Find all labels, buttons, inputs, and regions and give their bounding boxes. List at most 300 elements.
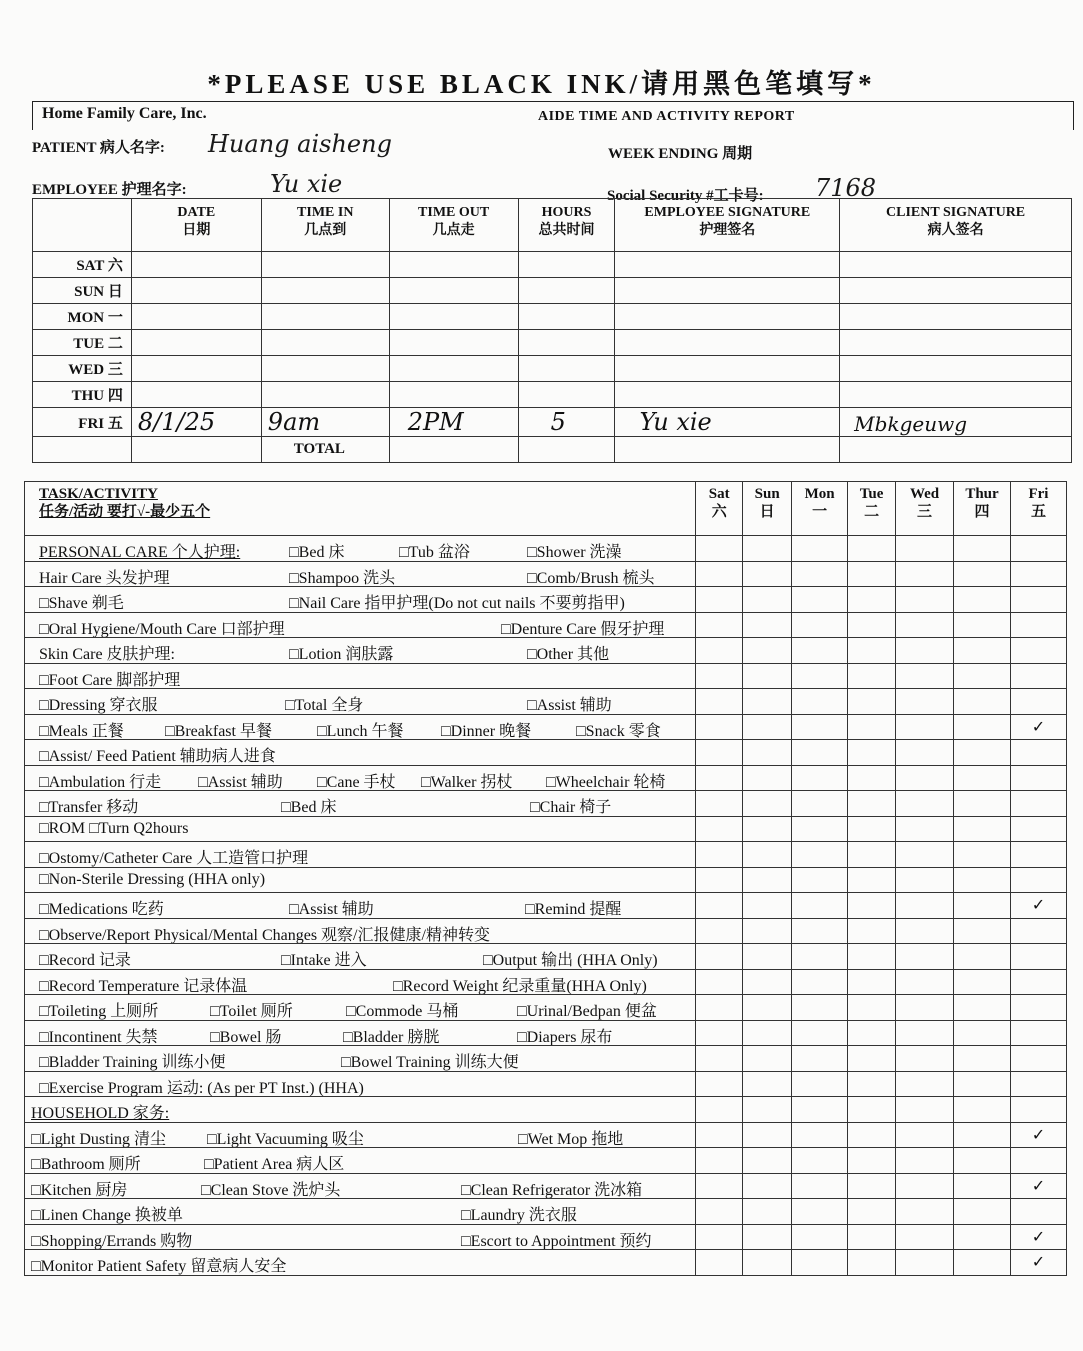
day-check-cell[interactable] bbox=[1010, 714, 1066, 740]
hours-cell[interactable] bbox=[518, 330, 615, 356]
day-check-cell[interactable] bbox=[896, 893, 954, 919]
time-in-cell[interactable] bbox=[261, 356, 389, 382]
day-check-cell[interactable] bbox=[792, 969, 848, 995]
task-option[interactable]: □Urinal/Bedpan 便盆 bbox=[517, 1003, 657, 1020]
task-option[interactable]: □Foot Care 脚部护理 bbox=[39, 671, 181, 689]
task-option[interactable]: □Wheelchair 轮椅 bbox=[546, 773, 666, 791]
day-check-cell[interactable] bbox=[696, 714, 743, 740]
day-check-cell[interactable] bbox=[743, 1046, 792, 1072]
task-option[interactable]: □Assist 辅助 bbox=[289, 901, 374, 918]
day-check-cell[interactable] bbox=[954, 1173, 1011, 1199]
day-check-cell[interactable] bbox=[743, 842, 792, 868]
day-check-cell[interactable] bbox=[1010, 740, 1066, 766]
day-check-cell[interactable] bbox=[696, 1097, 743, 1123]
task-option[interactable]: □Bowel 肠 bbox=[210, 1028, 282, 1046]
employee-signature-cell[interactable]: Yu xie bbox=[615, 408, 840, 437]
day-check-cell[interactable] bbox=[743, 1250, 792, 1276]
date-cell[interactable] bbox=[131, 356, 261, 382]
day-check-cell[interactable] bbox=[954, 918, 1011, 944]
task-option[interactable]: □Denture Care 假牙护理 bbox=[501, 620, 665, 638]
time-in-cell[interactable] bbox=[261, 304, 389, 330]
day-check-cell[interactable] bbox=[954, 969, 1011, 995]
task-option[interactable]: □Bed 床 bbox=[289, 544, 345, 561]
day-check-cell[interactable] bbox=[954, 740, 1011, 766]
task-option[interactable]: □Comb/Brush 梳头 bbox=[527, 569, 655, 587]
day-check-cell[interactable] bbox=[954, 714, 1011, 740]
task-option[interactable]: □Record 记录 bbox=[39, 952, 131, 969]
task-option[interactable]: HOUSEHOLD 家务: bbox=[31, 1105, 170, 1122]
time-out-cell[interactable] bbox=[389, 356, 518, 382]
time-out-cell[interactable]: 2PM bbox=[389, 408, 518, 437]
day-check-cell[interactable] bbox=[792, 791, 848, 817]
day-check-cell[interactable] bbox=[743, 1148, 792, 1174]
hours-cell[interactable] bbox=[518, 278, 615, 304]
day-check-cell[interactable] bbox=[792, 612, 848, 638]
day-check-cell[interactable] bbox=[954, 893, 1011, 919]
task-option[interactable]: □Laundry 洗衣服 bbox=[461, 1207, 577, 1224]
day-check-cell[interactable] bbox=[896, 612, 954, 638]
day-check-cell[interactable] bbox=[954, 1097, 1011, 1123]
day-check-cell[interactable] bbox=[1010, 969, 1066, 995]
day-check-cell[interactable] bbox=[896, 969, 954, 995]
hours-cell[interactable] bbox=[518, 382, 615, 408]
time-in-cell[interactable] bbox=[261, 278, 389, 304]
day-check-cell[interactable] bbox=[792, 765, 848, 791]
day-check-cell[interactable] bbox=[896, 1020, 954, 1046]
day-check-cell[interactable] bbox=[954, 816, 1011, 842]
day-check-cell[interactable] bbox=[896, 944, 954, 970]
day-check-cell[interactable] bbox=[954, 867, 1011, 893]
task-option[interactable]: □Output 输出 (HHA Only) bbox=[483, 952, 658, 969]
day-check-cell[interactable] bbox=[848, 1046, 896, 1072]
day-check-cell[interactable] bbox=[1010, 1148, 1066, 1174]
day-check-cell[interactable] bbox=[896, 867, 954, 893]
day-check-cell[interactable] bbox=[696, 1224, 743, 1250]
day-check-cell[interactable] bbox=[696, 1046, 743, 1072]
day-check-cell[interactable] bbox=[896, 995, 954, 1021]
day-check-cell[interactable] bbox=[954, 1148, 1011, 1174]
hours-cell[interactable] bbox=[518, 252, 615, 278]
day-check-cell[interactable] bbox=[1010, 944, 1066, 970]
day-check-cell[interactable] bbox=[848, 714, 896, 740]
day-check-cell[interactable] bbox=[848, 969, 896, 995]
task-option[interactable]: □Lunch 午餐 bbox=[317, 722, 404, 740]
day-check-cell[interactable] bbox=[792, 638, 848, 664]
day-check-cell[interactable] bbox=[743, 1173, 792, 1199]
task-option[interactable]: □Wet Mop 拖地 bbox=[518, 1130, 624, 1148]
task-option[interactable]: □Shampoo 洗头 bbox=[289, 569, 396, 587]
day-check-cell[interactable] bbox=[696, 587, 743, 613]
day-check-cell[interactable] bbox=[696, 740, 743, 766]
hours-cell[interactable] bbox=[518, 356, 615, 382]
day-check-cell[interactable] bbox=[696, 1250, 743, 1276]
day-check-cell[interactable] bbox=[954, 995, 1011, 1021]
day-check-cell[interactable] bbox=[792, 1250, 848, 1276]
day-check-cell[interactable] bbox=[1010, 536, 1066, 562]
day-check-cell[interactable] bbox=[896, 1148, 954, 1174]
day-check-cell[interactable] bbox=[743, 536, 792, 562]
day-check-cell[interactable] bbox=[896, 765, 954, 791]
day-check-cell[interactable] bbox=[954, 689, 1011, 715]
day-check-cell[interactable] bbox=[896, 1173, 954, 1199]
day-check-cell[interactable] bbox=[743, 791, 792, 817]
task-option[interactable]: □Light Dusting 清尘 bbox=[31, 1130, 167, 1148]
time-out-cell[interactable] bbox=[389, 382, 518, 408]
time-in-cell[interactable]: 9am bbox=[261, 408, 389, 437]
patient-name-field[interactable]: Huang aisheng bbox=[208, 130, 392, 158]
task-option[interactable]: Skin Care 皮肤护理: bbox=[39, 646, 175, 663]
day-check-cell[interactable] bbox=[1010, 1199, 1066, 1225]
day-check-cell[interactable] bbox=[896, 663, 954, 689]
task-option[interactable]: □Escort to Appointment 预约 bbox=[461, 1232, 652, 1250]
day-check-cell[interactable] bbox=[848, 1071, 896, 1097]
day-check-cell[interactable] bbox=[1010, 867, 1066, 893]
day-check-cell[interactable] bbox=[743, 689, 792, 715]
day-check-cell[interactable] bbox=[696, 1173, 743, 1199]
day-check-cell[interactable] bbox=[743, 587, 792, 613]
day-check-cell[interactable] bbox=[896, 536, 954, 562]
client-signature-cell[interactable] bbox=[840, 382, 1072, 408]
total-hours-cell[interactable] bbox=[518, 437, 615, 463]
day-check-cell[interactable] bbox=[696, 1199, 743, 1225]
time-out-cell[interactable] bbox=[389, 278, 518, 304]
day-check-cell[interactable] bbox=[848, 816, 896, 842]
day-check-cell[interactable] bbox=[743, 638, 792, 664]
day-check-cell[interactable] bbox=[743, 714, 792, 740]
date-cell[interactable] bbox=[131, 330, 261, 356]
employee-name-field[interactable]: Yu xie bbox=[270, 170, 343, 198]
client-signature-cell[interactable] bbox=[840, 252, 1072, 278]
task-option[interactable]: □Dressing 穿衣服 bbox=[39, 697, 158, 714]
day-check-cell[interactable] bbox=[743, 765, 792, 791]
day-check-cell[interactable] bbox=[792, 1071, 848, 1097]
day-check-cell[interactable] bbox=[696, 689, 743, 715]
time-out-cell[interactable] bbox=[389, 330, 518, 356]
task-option[interactable]: Hair Care 头发护理 bbox=[39, 569, 170, 587]
day-check-cell[interactable] bbox=[954, 765, 1011, 791]
day-check-cell[interactable] bbox=[954, 842, 1011, 868]
task-option[interactable]: □Remind 提醒 bbox=[525, 901, 622, 918]
task-option[interactable]: □Chair 椅子 bbox=[530, 799, 612, 816]
client-signature-cell[interactable] bbox=[840, 278, 1072, 304]
day-check-cell[interactable] bbox=[896, 1122, 954, 1148]
day-check-cell[interactable] bbox=[696, 893, 743, 919]
day-check-cell[interactable] bbox=[1010, 995, 1066, 1021]
task-option[interactable]: □Bed 床 bbox=[281, 799, 337, 816]
day-check-cell[interactable] bbox=[848, 689, 896, 715]
day-check-cell[interactable] bbox=[792, 587, 848, 613]
day-check-cell[interactable] bbox=[896, 740, 954, 766]
day-check-cell[interactable] bbox=[1010, 689, 1066, 715]
day-check-cell[interactable] bbox=[696, 867, 743, 893]
day-check-cell[interactable] bbox=[792, 740, 848, 766]
task-option[interactable]: □Lotion 润肤露 bbox=[289, 646, 394, 663]
day-check-cell[interactable] bbox=[1010, 1097, 1066, 1123]
task-option[interactable]: □Bowel Training 训练大便 bbox=[341, 1054, 519, 1071]
date-cell[interactable]: 8/1/25 bbox=[131, 408, 261, 437]
day-check-cell[interactable] bbox=[696, 918, 743, 944]
day-check-cell[interactable] bbox=[848, 765, 896, 791]
employee-signature-cell[interactable] bbox=[615, 356, 840, 382]
day-check-cell[interactable] bbox=[1010, 612, 1066, 638]
task-option[interactable]: PERSONAL CARE 个人护理: bbox=[39, 544, 241, 561]
task-option[interactable]: □Toileting 上厕所 bbox=[39, 1003, 159, 1020]
task-option[interactable]: □Non-Sterile Dressing (HHA only) bbox=[39, 870, 266, 888]
task-option[interactable]: □Assist/ Feed Patient 辅助病人进食 bbox=[39, 748, 276, 765]
day-check-cell[interactable] bbox=[954, 587, 1011, 613]
day-check-cell[interactable] bbox=[792, 561, 848, 587]
day-check-cell[interactable] bbox=[696, 1122, 743, 1148]
day-check-cell[interactable] bbox=[792, 536, 848, 562]
day-check-cell[interactable] bbox=[792, 1097, 848, 1123]
date-cell[interactable] bbox=[131, 304, 261, 330]
day-check-cell[interactable] bbox=[792, 1122, 848, 1148]
day-check-cell[interactable] bbox=[954, 1046, 1011, 1072]
task-option[interactable]: □Shave 剃毛 bbox=[39, 595, 124, 612]
task-option[interactable]: □Oral Hygiene/Mouth Care 口部护理 bbox=[39, 620, 285, 638]
day-check-cell[interactable] bbox=[848, 1122, 896, 1148]
task-option[interactable]: □Other 其他 bbox=[527, 646, 610, 663]
day-check-cell[interactable] bbox=[792, 867, 848, 893]
date-cell[interactable] bbox=[131, 278, 261, 304]
day-check-cell[interactable] bbox=[896, 1097, 954, 1123]
task-option[interactable]: □Linen Change 换被单 bbox=[31, 1207, 183, 1224]
client-signature-cell[interactable] bbox=[840, 330, 1072, 356]
day-check-cell[interactable] bbox=[896, 714, 954, 740]
day-check-cell[interactable] bbox=[696, 816, 743, 842]
day-check-cell[interactable] bbox=[792, 1224, 848, 1250]
client-signature-cell[interactable] bbox=[840, 356, 1072, 382]
day-check-cell[interactable] bbox=[743, 1097, 792, 1123]
day-check-cell[interactable] bbox=[743, 816, 792, 842]
day-check-cell[interactable] bbox=[1010, 1071, 1066, 1097]
day-check-cell[interactable] bbox=[848, 867, 896, 893]
date-cell[interactable] bbox=[131, 382, 261, 408]
day-check-cell[interactable] bbox=[696, 536, 743, 562]
task-option[interactable]: □Shower 洗澡 bbox=[527, 544, 622, 561]
day-check-cell[interactable] bbox=[1010, 1224, 1066, 1250]
task-option[interactable]: □Incontinent 失禁 bbox=[39, 1028, 158, 1046]
task-option[interactable]: □Kitchen 厨房 bbox=[31, 1181, 128, 1199]
day-check-cell[interactable] bbox=[848, 1020, 896, 1046]
day-check-cell[interactable] bbox=[896, 638, 954, 664]
day-check-cell[interactable] bbox=[848, 995, 896, 1021]
employee-signature-cell[interactable] bbox=[615, 304, 840, 330]
day-check-cell[interactable] bbox=[1010, 587, 1066, 613]
day-check-cell[interactable] bbox=[896, 561, 954, 587]
day-check-cell[interactable] bbox=[954, 536, 1011, 562]
day-check-cell[interactable] bbox=[848, 663, 896, 689]
day-check-cell[interactable] bbox=[743, 663, 792, 689]
hours-cell[interactable]: 5 bbox=[518, 408, 615, 437]
day-check-cell[interactable] bbox=[1010, 1250, 1066, 1276]
employee-signature-cell[interactable] bbox=[615, 278, 840, 304]
day-check-cell[interactable] bbox=[896, 1199, 954, 1225]
task-option[interactable]: □Snack 零食 bbox=[576, 722, 661, 740]
day-check-cell[interactable] bbox=[1010, 765, 1066, 791]
day-check-cell[interactable] bbox=[896, 791, 954, 817]
day-check-cell[interactable] bbox=[743, 740, 792, 766]
day-check-cell[interactable] bbox=[954, 638, 1011, 664]
day-check-cell[interactable] bbox=[848, 1173, 896, 1199]
task-option[interactable]: □Diapers 尿布 bbox=[517, 1028, 613, 1046]
day-check-cell[interactable] bbox=[954, 944, 1011, 970]
day-check-cell[interactable] bbox=[848, 561, 896, 587]
task-option[interactable]: □Meals 正餐 bbox=[39, 722, 124, 740]
day-check-cell[interactable] bbox=[954, 1199, 1011, 1225]
day-check-cell[interactable] bbox=[848, 587, 896, 613]
day-check-cell[interactable] bbox=[696, 765, 743, 791]
day-check-cell[interactable] bbox=[696, 1071, 743, 1097]
day-check-cell[interactable] bbox=[743, 1122, 792, 1148]
task-option[interactable]: □Toilet 厕所 bbox=[210, 1003, 293, 1020]
day-check-cell[interactable] bbox=[696, 791, 743, 817]
day-check-cell[interactable] bbox=[848, 918, 896, 944]
task-option[interactable]: □Breakfast 早餐 bbox=[165, 722, 272, 740]
task-option[interactable]: □Tub 盆浴 bbox=[399, 544, 470, 561]
task-option[interactable]: □Total 全身 bbox=[285, 697, 364, 714]
task-option[interactable]: □Nail Care 指甲护理(Do not cut nails 不要剪指甲) bbox=[289, 595, 625, 612]
task-option[interactable]: □Monitor Patient Safety 留意病人安全 bbox=[31, 1258, 287, 1275]
task-option[interactable]: □Bladder Training 训练小便 bbox=[39, 1054, 226, 1071]
task-option[interactable]: □Assist 辅助 bbox=[527, 697, 612, 714]
day-check-cell[interactable] bbox=[696, 638, 743, 664]
day-check-cell[interactable] bbox=[896, 918, 954, 944]
task-option[interactable]: □Transfer 移动 bbox=[39, 799, 139, 816]
ssn-field[interactable]: 7168 bbox=[815, 174, 877, 202]
day-check-cell[interactable] bbox=[792, 995, 848, 1021]
task-option[interactable]: □ROM □Turn Q2hours bbox=[39, 819, 189, 837]
day-check-cell[interactable] bbox=[743, 1199, 792, 1225]
day-check-cell[interactable] bbox=[696, 842, 743, 868]
task-option[interactable]: □Commode 马桶 bbox=[346, 1003, 459, 1020]
day-check-cell[interactable] bbox=[792, 918, 848, 944]
day-check-cell[interactable] bbox=[848, 842, 896, 868]
day-check-cell[interactable] bbox=[792, 816, 848, 842]
day-check-cell[interactable] bbox=[954, 1122, 1011, 1148]
client-signature-cell[interactable]: Mbkgeuwg bbox=[840, 408, 1072, 437]
day-check-cell[interactable] bbox=[896, 842, 954, 868]
day-check-cell[interactable] bbox=[792, 1020, 848, 1046]
day-check-cell[interactable] bbox=[954, 1071, 1011, 1097]
day-check-cell[interactable] bbox=[1010, 1122, 1066, 1148]
task-option[interactable]: □Walker 拐杖 bbox=[421, 773, 513, 791]
employee-signature-cell[interactable] bbox=[615, 330, 840, 356]
day-check-cell[interactable] bbox=[792, 1173, 848, 1199]
day-check-cell[interactable] bbox=[848, 893, 896, 919]
task-option[interactable]: □Clean Refrigerator 洗冰箱 bbox=[461, 1181, 643, 1199]
day-check-cell[interactable] bbox=[696, 1020, 743, 1046]
day-check-cell[interactable] bbox=[1010, 816, 1066, 842]
task-option[interactable]: □Intake 进入 bbox=[281, 952, 367, 969]
task-option[interactable]: □Bladder 膀胱 bbox=[343, 1028, 440, 1046]
day-check-cell[interactable] bbox=[1010, 1173, 1066, 1199]
day-check-cell[interactable] bbox=[1010, 1020, 1066, 1046]
day-check-cell[interactable] bbox=[848, 1148, 896, 1174]
day-check-cell[interactable] bbox=[896, 1224, 954, 1250]
day-check-cell[interactable] bbox=[848, 536, 896, 562]
day-check-cell[interactable] bbox=[696, 944, 743, 970]
day-check-cell[interactable] bbox=[743, 995, 792, 1021]
day-check-cell[interactable] bbox=[743, 918, 792, 944]
task-option[interactable]: □Ostomy/Catheter Care 人工造管口护理 bbox=[39, 850, 309, 867]
day-check-cell[interactable] bbox=[848, 944, 896, 970]
day-check-cell[interactable] bbox=[1010, 842, 1066, 868]
day-check-cell[interactable] bbox=[743, 612, 792, 638]
hours-cell[interactable] bbox=[518, 304, 615, 330]
day-check-cell[interactable] bbox=[1010, 561, 1066, 587]
task-option[interactable]: □Clean Stove 洗炉头 bbox=[201, 1181, 341, 1199]
employee-signature-cell[interactable] bbox=[615, 382, 840, 408]
time-out-cell[interactable] bbox=[389, 252, 518, 278]
day-check-cell[interactable] bbox=[743, 1224, 792, 1250]
employee-signature-cell[interactable] bbox=[615, 252, 840, 278]
day-check-cell[interactable] bbox=[954, 612, 1011, 638]
day-check-cell[interactable] bbox=[743, 1071, 792, 1097]
day-check-cell[interactable] bbox=[696, 663, 743, 689]
day-check-cell[interactable] bbox=[792, 1199, 848, 1225]
day-check-cell[interactable] bbox=[1010, 663, 1066, 689]
day-check-cell[interactable] bbox=[848, 1250, 896, 1276]
time-in-cell[interactable] bbox=[261, 382, 389, 408]
day-check-cell[interactable] bbox=[954, 791, 1011, 817]
day-check-cell[interactable] bbox=[954, 561, 1011, 587]
day-check-cell[interactable] bbox=[848, 1199, 896, 1225]
day-check-cell[interactable] bbox=[792, 842, 848, 868]
day-check-cell[interactable] bbox=[792, 663, 848, 689]
day-check-cell[interactable] bbox=[896, 587, 954, 613]
day-check-cell[interactable] bbox=[696, 1148, 743, 1174]
time-in-cell[interactable] bbox=[261, 330, 389, 356]
task-option[interactable]: □Record Temperature 记录体温 bbox=[39, 977, 248, 995]
day-check-cell[interactable] bbox=[743, 969, 792, 995]
day-check-cell[interactable] bbox=[743, 1020, 792, 1046]
day-check-cell[interactable] bbox=[743, 561, 792, 587]
day-check-cell[interactable] bbox=[696, 969, 743, 995]
task-option[interactable]: □Assist 辅助 bbox=[198, 773, 283, 791]
day-check-cell[interactable] bbox=[792, 944, 848, 970]
day-check-cell[interactable] bbox=[743, 944, 792, 970]
task-option[interactable]: □Record Weight 纪录重量(HHA Only) bbox=[393, 977, 647, 995]
task-option[interactable]: □Dinner 晚餐 bbox=[441, 722, 532, 740]
day-check-cell[interactable] bbox=[743, 867, 792, 893]
day-check-cell[interactable] bbox=[743, 893, 792, 919]
day-check-cell[interactable] bbox=[848, 791, 896, 817]
task-option[interactable]: □Observe/Report Physical/Mental Changes 观察/汇报健康/精神转变 bbox=[39, 926, 490, 944]
day-check-cell[interactable] bbox=[896, 1250, 954, 1276]
day-check-cell[interactable] bbox=[896, 816, 954, 842]
day-check-cell[interactable] bbox=[696, 561, 743, 587]
time-in-cell[interactable] bbox=[261, 252, 389, 278]
day-check-cell[interactable] bbox=[792, 714, 848, 740]
day-check-cell[interactable] bbox=[792, 1046, 848, 1072]
task-option[interactable]: □Medications 吃药 bbox=[39, 901, 164, 918]
day-check-cell[interactable] bbox=[896, 689, 954, 715]
task-option[interactable]: □Cane 手杖 bbox=[317, 773, 396, 791]
day-check-cell[interactable] bbox=[848, 740, 896, 766]
day-check-cell[interactable] bbox=[1010, 1046, 1066, 1072]
day-check-cell[interactable] bbox=[792, 893, 848, 919]
day-check-cell[interactable] bbox=[848, 1097, 896, 1123]
day-check-cell[interactable] bbox=[848, 1224, 896, 1250]
task-option[interactable]: □Shopping/Errands 购物 bbox=[31, 1232, 193, 1250]
day-check-cell[interactable] bbox=[896, 1071, 954, 1097]
day-check-cell[interactable] bbox=[792, 689, 848, 715]
day-check-cell[interactable] bbox=[848, 612, 896, 638]
day-check-cell[interactable] bbox=[1010, 638, 1066, 664]
day-check-cell[interactable] bbox=[1010, 918, 1066, 944]
day-check-cell[interactable] bbox=[896, 1046, 954, 1072]
